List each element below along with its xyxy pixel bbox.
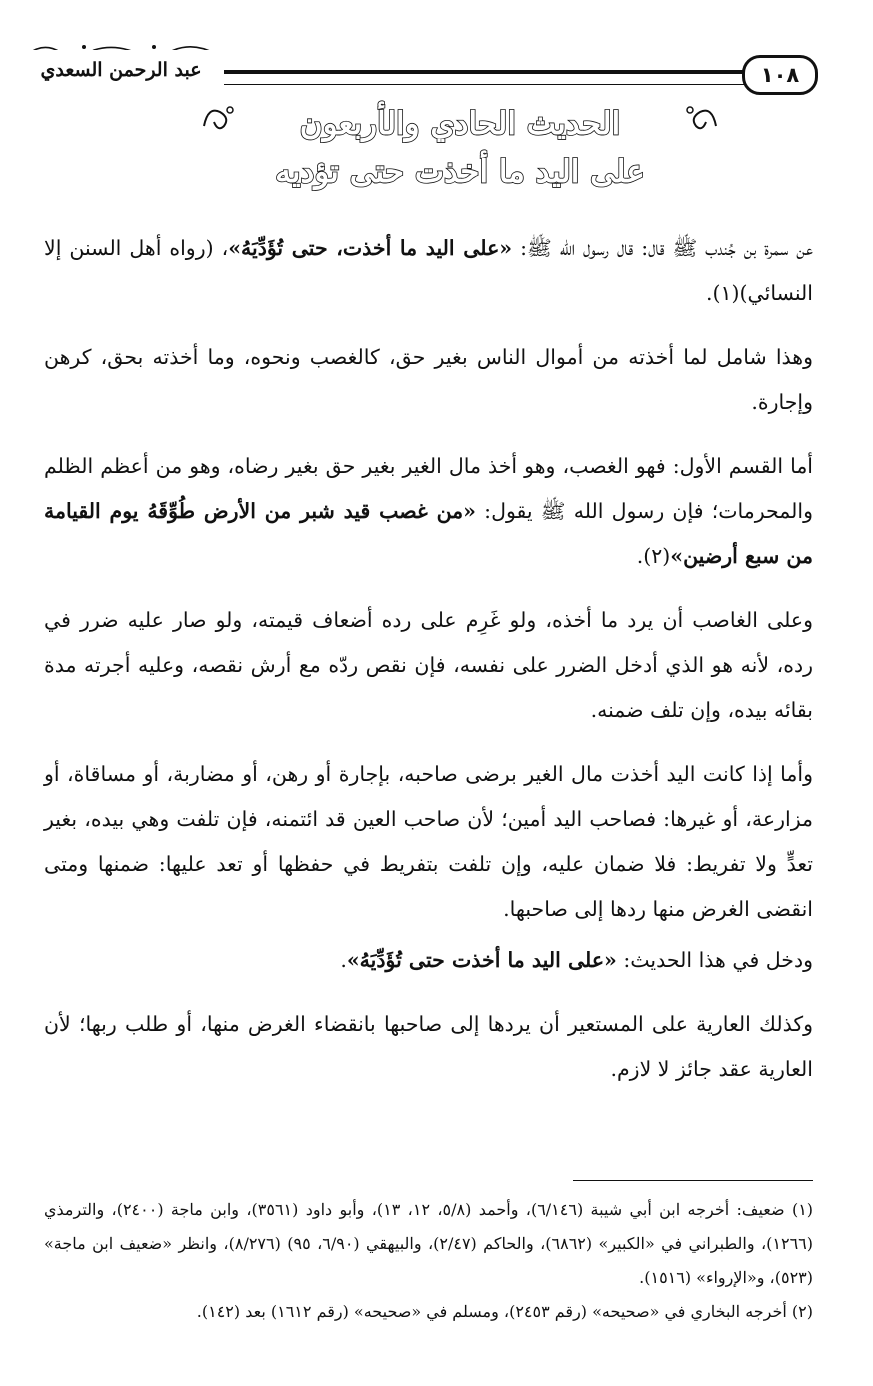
hadith-quote: «على اليد ما أخذت، حتى تُؤَدِّيَهُ» (228, 236, 513, 260)
paragraph-hadith-outro: ، (رواه أهل السنن إلا النسائي)(١). (44, 236, 813, 305)
paragraph-scope: وهذا شامل لما أخذته من أموال الناس بغير حق، كالغصب ونحوه، وما أخذته بحق، كرهن وإجارة. (44, 345, 813, 414)
paragraph-first-category (44, 444, 813, 579)
footnotes (44, 1193, 813, 1329)
hadith-quote-repeat: «على اليد ما أخذت حتى تُؤَدِّيَهُ» (346, 948, 617, 972)
author-name: عبد الرحمن السعدي (18, 50, 224, 90)
paragraph-inclusion (44, 938, 813, 983)
paragraph-inclusion-intro: ودخل في هذا الحديث: (616, 948, 813, 972)
footnote-ref-2: (٢). (636, 544, 671, 568)
page-header (18, 40, 818, 102)
footnote-2: (٢) أخرجه البخاري في «صحيحه» (رقم ٢٤٥٣)، ومسلم في «صحيحه» (رقم ١٦١٢) بعد (١٤٢). (196, 1302, 813, 1321)
paragraph-hadith (44, 226, 813, 316)
paragraph-usurper: وعلى الغاصب أن يرد ما أخذه، ولو غَرِم على رده أضعاف قيمته، ولو صار عليه ضرر في رده، لأنه هو الذي أدخل الضرر على نفسه، فإن نقص ردّه مع أرش نقصه، وعليه أجرته مدة بقائه بيده، وإن تلف ضمنه. (44, 608, 813, 722)
main-text (44, 226, 813, 1092)
paragraph-trust: وأما إذا كانت اليد أخذت مال الغير برضى صاحبه، بإجارة أو رهن، أو مضاربة، أو مساقاة، أو مزارعة، أو غيرها: فصاحب اليد أمين؛ لأن صاحب العين قد ائتمنه، فإن تلفت وهي بيده، بغير تعدٍّ ولا تفريط: فلا ضمان عليه، وإن تلفت بتفريط في حفظها أو تعد عليها: ضمنها ومتى انقضى الغرض منها ردها إلى صاحبها. (44, 762, 813, 921)
paragraph-inclusion-outro: . (340, 948, 347, 972)
page-number: ١٠٨ (742, 55, 818, 95)
ornament-right-icon (680, 102, 720, 132)
paragraph-loan: وكذلك العارية على المستعير أن يردها إلى صاحبها بانقضاء الغرض منها، أو طلب ربها؛ لأن العارية عقد جائز لا لازم. (44, 1012, 813, 1081)
paragraph-first-category-intro: أما القسم الأول: فهو الغصب، وهو أخذ مال الغير بغير حق بغير رضاه، وهو من أعظم الظلم والمحرمات؛ فإن رسول الله ﷺ يقول: (44, 454, 813, 523)
footnote-1: (١) ضعيف: أخرجه ابن أبي شيبة (٦/١٤٦)، وأحمد (٥/٨، ١٢، ١٣)، وأبو داود (٣٥٦١)، وابن ماجة (٢٤٠٠)، والترمذي (١٢٦٦)، والطبراني في «الكبير» (٦٨٦٢)، والحاكم (٢/٤٧)، والبيهقي (٦/٩٠، ٩٥) (٨/٢٧٦)، وانظر «ضعيف ابن ماجة» (٥٢٣)، و«الإرواء» (١٥١٦). (44, 1200, 814, 1287)
title-line-1: الحديث الحادي والأربعون (299, 106, 621, 142)
footnote-divider (573, 1180, 813, 1181)
paragraph-hadith-intro: عن سمرة بن جُندب ﷺ قال: قال رسول الله ﷺ: (512, 236, 814, 260)
ornament-left-icon (200, 102, 240, 132)
title-line-2: على اليد ما أخذت حتى تؤديه (275, 154, 645, 190)
usurpation-hadith-quote: «من غصب قيد شبر من الأرض طُوِّقَهُ يوم القيامة من سبع أرضين» (44, 499, 813, 568)
hadith-title (120, 100, 800, 212)
